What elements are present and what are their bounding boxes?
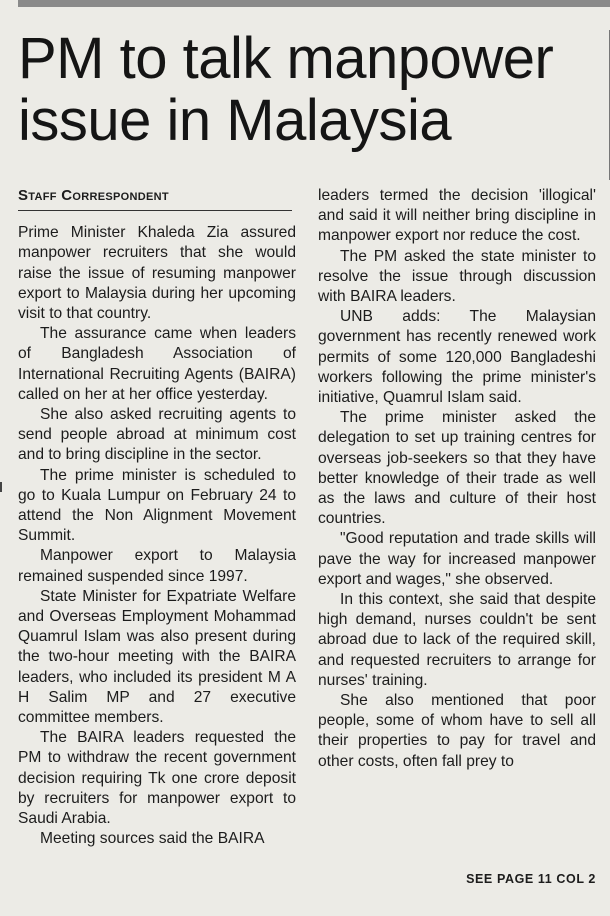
paragraph: The BAIRA leaders requested the PM to withdraw the recent government decision requiring Tk one crore deposit by recruiters for manpower export to Saudi Arabia. <box>18 729 296 828</box>
top-rule <box>18 0 610 7</box>
byline: Staff Correspondent <box>18 186 292 211</box>
article-column-1 <box>18 186 296 850</box>
paragraph: In this context, she said that despite high demand, nurses couldn't be sent abroad due to lack of the required skill, and requested recruiters to arrange for nurses' training. <box>318 591 596 689</box>
paragraph: Manpower export to Malaysia remained suspended since 1997. <box>18 547 296 585</box>
paragraph: UNB adds: The Malaysian government has recently renewed work permits of some 120,000 Bangladeshi workers following the prime minister's initiative, Quamrul Islam said. <box>318 308 596 407</box>
paragraph: leaders termed the decision 'illogical' and said it will neither bring discipline in manpower export nor reduce the cost. <box>318 187 596 245</box>
article-column-2 <box>318 186 596 772</box>
paragraph: State Minister for Expatriate Welfare and Overseas Employment Mohammad Quamrul Islam was also present during the two-hour meeting with the BAIRA leaders, who included its president M A H Salim MP and 27 executive committee members. <box>18 587 296 727</box>
paragraph: The PM asked the state minister to resolve the issue through discussion with BAIRA leaders. <box>318 247 596 306</box>
continuation-jump-line: SEE PAGE 11 COL 2 <box>466 872 596 886</box>
column-edge-mark <box>0 482 2 492</box>
paragraph: The assurance came when leaders of Bangladesh Association of International Recruiting Agents (BAIRA) called on her at her office yesterday. <box>18 325 296 403</box>
paragraph: The prime minister asked the delegation to set up training centres for overseas job-seekers so that they have better knowledge of their trade as well as the laws and culture of their host countries. <box>318 409 596 528</box>
paragraph: She also mentioned that poor people, some of whom have to sell all their properties to pay for travel and other costs, often fall prey to <box>318 692 596 770</box>
paragraph: Meeting sources said the BAIRA <box>40 830 265 848</box>
headline: PM to talk manpower issue in Malaysia <box>18 26 554 153</box>
paragraph: "Good reputation and trade skills will pave the way for increased manpower export and wages," she observed. <box>318 530 596 588</box>
paragraph: Prime Minister Khaleda Zia assured manpower recruiters that she would raise the issue of resuming manpower export to Malaysia during her upcoming visit to that country. <box>18 224 296 323</box>
paragraph: She also asked recruiting agents to send people abroad at minimum cost and to bring discipline in the sector. <box>18 406 296 464</box>
paragraph: The prime minister is scheduled to go to Kuala Lumpur on February 24 to attend the Non Alignment Movement Summit. <box>18 466 296 545</box>
